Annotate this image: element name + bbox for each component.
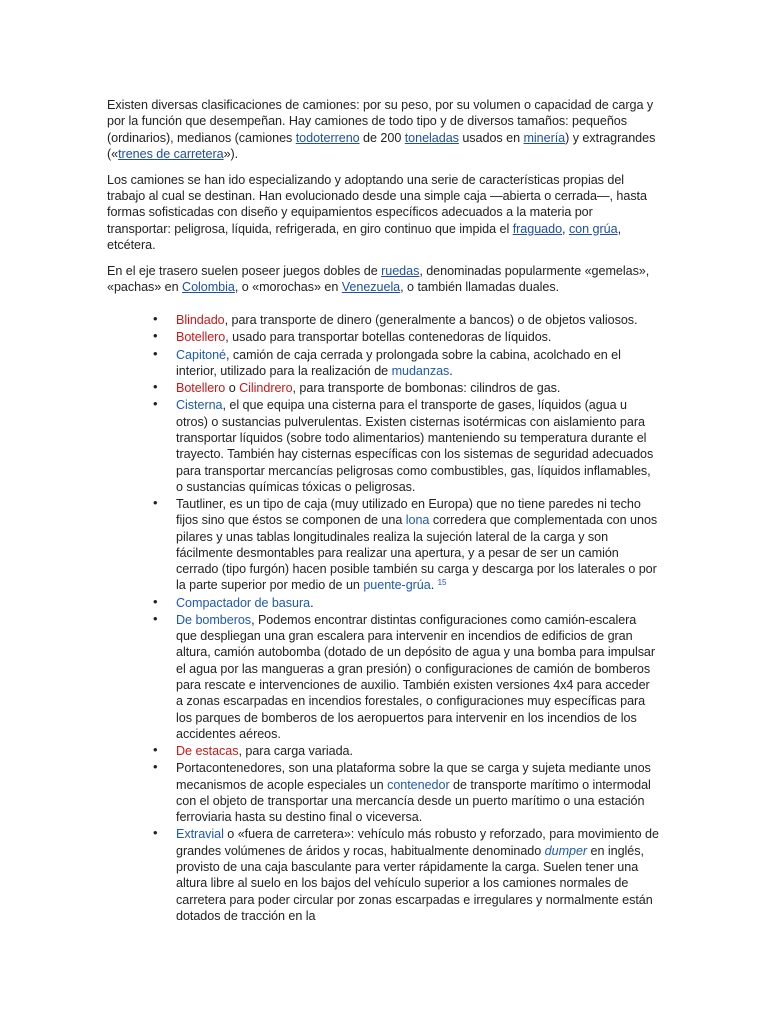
text-run: ) y extragrandes («: [107, 130, 656, 161]
text-run: »).: [223, 146, 239, 161]
text-run: usados en: [458, 130, 524, 145]
list-item: [176, 312, 659, 328]
list-item: [176, 329, 659, 345]
term-link[interactable]: Cisterna: [176, 398, 223, 413]
term-link[interactable]: De estacas: [176, 744, 239, 759]
inline-link[interactable]: ruedas: [381, 263, 420, 278]
text-run: , para carga variada.: [238, 744, 353, 759]
term-link[interactable]: Capitoné: [176, 347, 227, 362]
list-item: [176, 397, 659, 495]
text-run: , el que equipa una cisterna para el transporte de gases, líquidos (agua u otros) o sustancias pulverulentas. Existen cisternas isotérmicas con aislamiento para transportar líquidos (sobre todo alimentarios) manteniendo su temperatura durante el trayecto. También hay cisternas específicas con los sistemas de seguridad adecuados para transportar mercancías peligrosas como combustibles, gas, líquidos inflamables, o sustancias químicas tóxicas o peligrosas.: [176, 398, 654, 494]
inline-link[interactable]: trenes de carretera: [118, 146, 224, 161]
text-run: , denominadas popularmente «gemelas», «pachas» en: [107, 263, 650, 294]
paragraph: [107, 172, 659, 253]
term-link[interactable]: De bomberos: [176, 612, 252, 627]
text-run: , camión de caja cerrada y prolongada sobre la cabina, acolchado en el interior, utilizado para la realización de: [176, 347, 621, 378]
list-item: [176, 826, 659, 924]
footnote-ref[interactable]: 15: [437, 578, 447, 588]
text-run: .: [310, 595, 314, 610]
term-link[interactable]: mudanzas: [391, 363, 450, 378]
text-run: Los camiones se han ido especializando y adoptando una serie de características propias del trabajo al cual se destinan. Han evolucionado desde una simple caja —abierta o cerrada—, hasta formas sofisticadas con diseño y equipamientos específicos adecuados a la materia por transportar: peligrosa, líquida, refrigerada, en giro continuo que impida el: [107, 172, 647, 236]
paragraph: [107, 97, 659, 162]
intro-paragraphs: [107, 97, 659, 295]
term-link[interactable]: Botellero: [176, 381, 226, 396]
text-run: , para transporte de dinero (generalmente a bancos) o de objetos valiosos.: [224, 313, 638, 328]
text-run: , para transporte de bombonas: cilindros de gas.: [292, 381, 561, 396]
inline-link[interactable]: todoterreno: [295, 130, 360, 145]
list-item: [176, 743, 659, 759]
term-link[interactable]: Blindado: [176, 313, 225, 328]
text-run: o «fuera de carretera»: vehículo más robusto y reforzado, para movimiento de grandes volúmenes de áridos y rocas, habitualmente denominado: [176, 827, 659, 858]
inline-link[interactable]: toneladas: [404, 130, 459, 145]
paragraph: [107, 263, 659, 296]
text-run: , etcétera.: [107, 221, 622, 252]
inline-link[interactable]: Venezuela: [341, 279, 401, 294]
inline-link[interactable]: minería: [523, 130, 566, 145]
text-run: en inglés, provisto de una caja basculante para verter rápidamente la carga. Suelen tener una altura libre al suelo en los bajos del vehículo superior a los camiones normales de carretera para poder circular por zonas escarpadas e irregulares y normalmente están dotados de tracción en la: [176, 843, 653, 923]
term-link[interactable]: Cilindrero: [239, 381, 293, 396]
truck-types-list: [107, 312, 659, 924]
text-run: Existen diversas clasificaciones de camiones: por su peso, por su volumen o capacidad de carga y por la función que desempeñan. Hay camiones de todo tipo y de diversos tamaños: pequeños (ordinarios), medianos (camiones: [107, 98, 654, 145]
term-link[interactable]: contenedor: [387, 777, 450, 792]
term-link[interactable]: Botellero: [176, 330, 226, 345]
text-run: , o también llamadas duales.: [400, 279, 560, 294]
term-link[interactable]: dumper: [544, 843, 588, 858]
text-run: corredera que complementada con unos pilares y unas tablas longitudinales realiza la sujeción lateral de la carga y son fácilmente desmontables para realizar una apertura, y a pesar de ser un camión cerrado (tipo furgón) hacen posible también su carga y descarga por los laterales o por la parte superior por medio de un: [176, 513, 658, 593]
list-item: [176, 760, 659, 825]
term-link[interactable]: puente-grúa: [363, 578, 431, 593]
text-run: .: [430, 578, 438, 593]
text-run: , usado para transportar botellas contenedoras de líquidos.: [225, 330, 552, 345]
inline-link[interactable]: fraguado: [512, 221, 563, 236]
text-run: de 200: [359, 130, 405, 145]
text-run: Portacontenedores, son una plataforma sobre la que se carga y sujeta mediante unos mecanismos de acople especiales un: [176, 761, 651, 792]
term-link[interactable]: Extravial: [176, 827, 224, 842]
text-run: , o «morochas» en: [234, 279, 342, 294]
list-item: [176, 496, 659, 594]
text-run: .: [449, 363, 453, 378]
text-run: En el eje trasero suelen poseer juegos dobles de: [107, 263, 382, 278]
text-run: o: [225, 381, 240, 396]
text-run: Tautliner, es un tipo de caja (muy utilizado en Europa) que no tiene paredes ni techo fijos sino que éstos se componen de una: [176, 496, 641, 528]
inline-link[interactable]: con grúa: [568, 221, 618, 236]
list-item: [176, 612, 659, 742]
text-run: , Podemos encontrar distintas configuraciones como camión-escalera que despliegan una gran escalera para intervenir en incendios de edificios de gran altura, camión autobomba (dotado de un depósito de agua y una bomba para impulsar el agua por las mangueras a gran presión) o configuraciones de camión de bomberos para rescate e intervenciones de auxilio. También existen versiones 4x4 para acceder a zonas escarpadas en incendios forestales, o configuraciones muy específicas para los parques de bomberos de los aeropuertos para intervenir en los incendios de los accidentes aéreos.: [176, 612, 656, 741]
document-page: [107, 97, 659, 925]
term-link[interactable]: lona: [405, 513, 430, 528]
list-item: [176, 380, 659, 396]
list-item: [176, 595, 659, 611]
text-run: de transporte marítimo o intermodal con el objeto de transportar una mercancía desde un puerto marítimo o una estación ferroviaria hasta su destino final o viceversa.: [176, 777, 651, 825]
inline-link[interactable]: Colombia: [182, 279, 235, 294]
list-item: [176, 347, 659, 380]
term-link[interactable]: Compactador de basura: [176, 595, 311, 610]
text-run: ,: [562, 221, 569, 236]
